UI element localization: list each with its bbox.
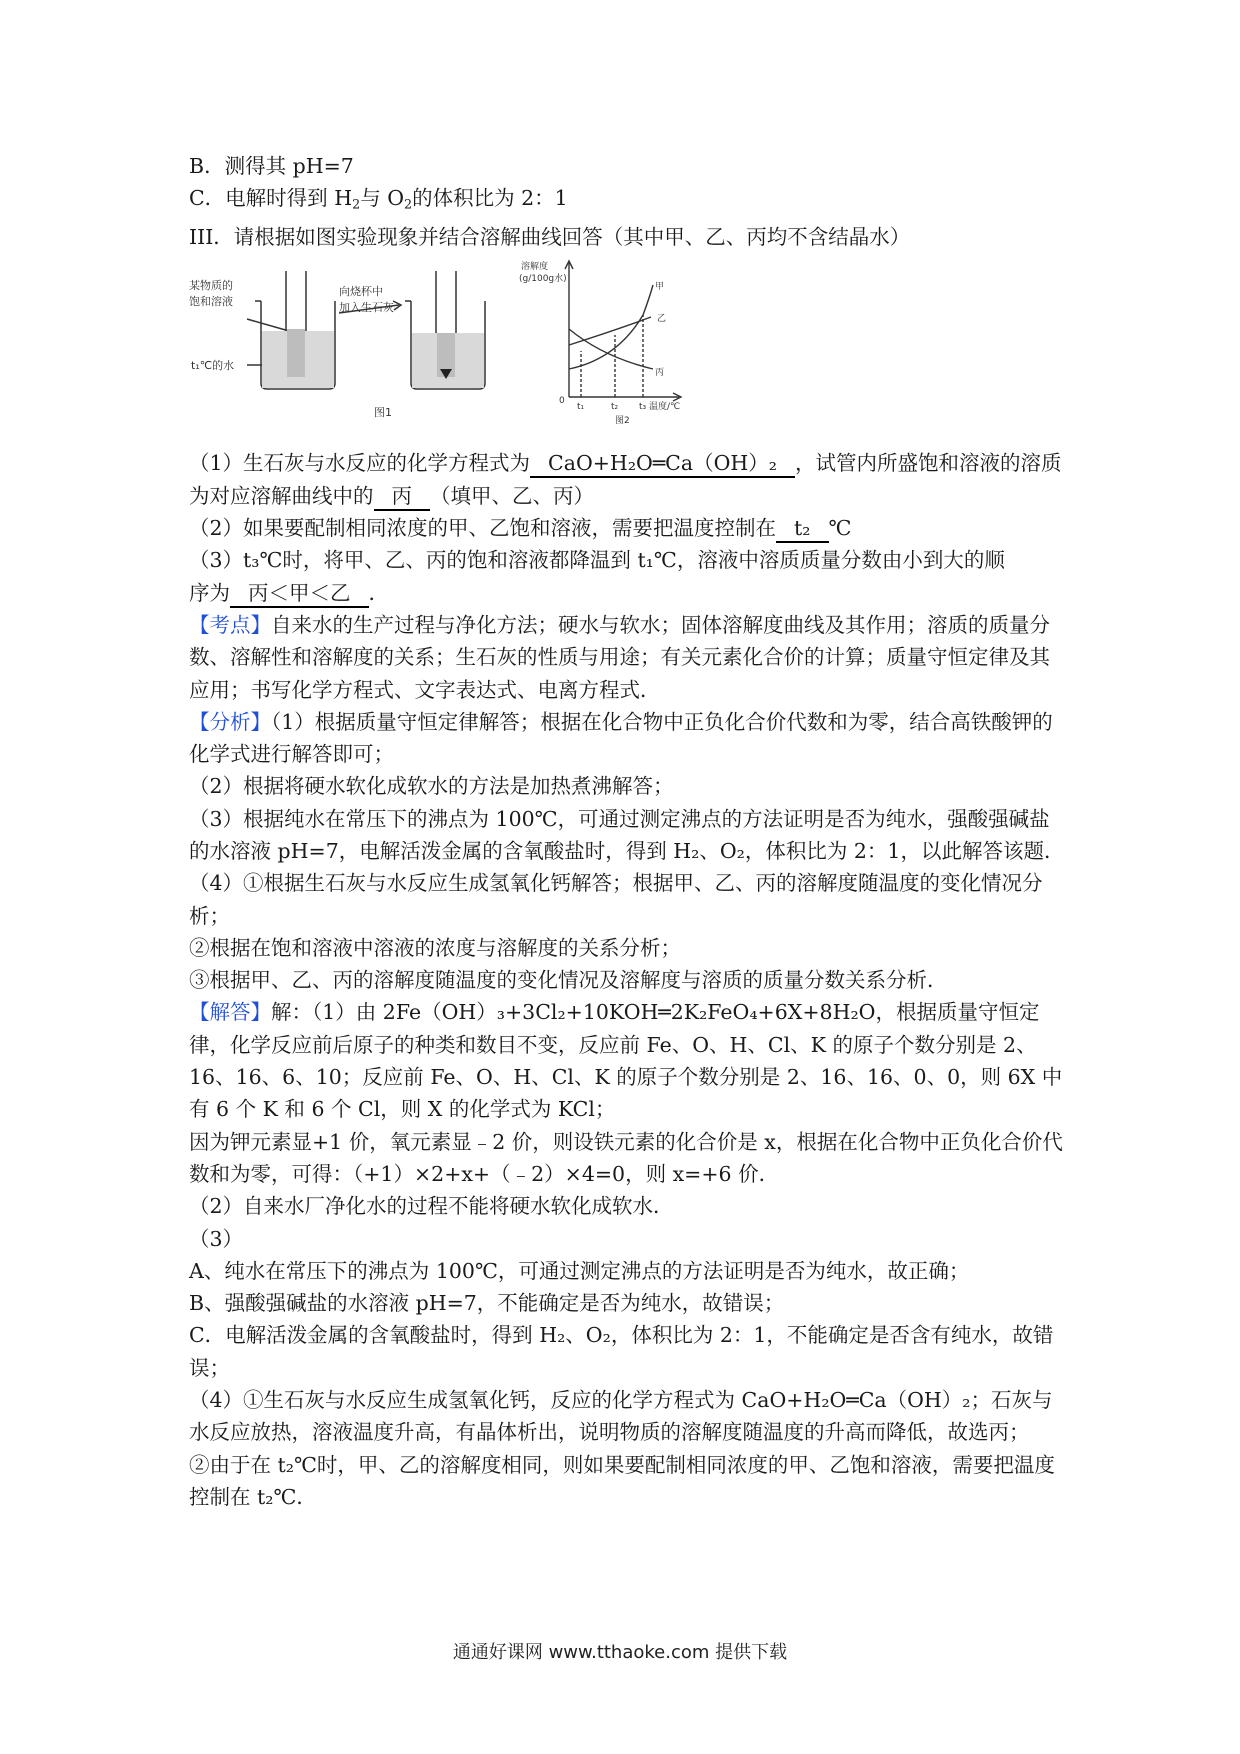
- fenxi-4b: ②根据在饱和溶液中溶液的浓度与溶解度的关系分析；: [189, 935, 681, 960]
- document-body: [189, 150, 1069, 1513]
- figure-2-solubility-curve: [519, 257, 689, 427]
- fig2-caption: 图2: [615, 416, 630, 427]
- jieda-6: B、强酸强碱盐的水溶液 pH=7，不能确定是否为纯水，故错误；: [189, 1291, 785, 1316]
- option-c: C．电解时得到 $H_2$与 $O_2$的体积比为 2：1: [189, 186, 568, 212]
- figure-1-beakers: [189, 261, 489, 421]
- fig1-arrow-text1: 向烧杯中: [339, 285, 383, 299]
- fig2-xlabel: 温度/℃: [649, 402, 681, 413]
- kaodian-tag: 【考点】: [189, 612, 271, 637]
- jieda-2: 因为钾元素显+1 价，氧元素显﹣2 价，则设铁元素的化合价是 x，根据在化合物中正负化合价代数和为零，可得：（+1）×2+x+（﹣2）×4=0，则 x=+6 价．: [189, 1129, 1063, 1186]
- fig1-caption: 图1: [374, 406, 392, 420]
- fenxi-4: （4）①根据生石灰与水反应生成氢氧化钙解答；根据甲、乙、丙的溶解度随温度的变化情况分析；: [189, 871, 1043, 928]
- fig2-label-bing: 丙: [655, 368, 665, 379]
- curve-yi: [569, 317, 651, 345]
- jieda-tag: 【解答】: [189, 1000, 271, 1025]
- option-b: B．测得其 pH=7: [189, 154, 354, 178]
- jieda-9: ②由于在 t₂℃时，甲、乙的溶解度相同，则如果要配制相同浓度的甲、乙饱和溶液，需要把温度控制在 t₂℃．: [189, 1452, 1055, 1509]
- answer-3: 丙＜甲＜乙: [230, 580, 369, 608]
- jieda-3: （2）自来水厂净化水的过程不能将硬水软化成软水．: [189, 1194, 674, 1219]
- question-2: （2）如果要配制相同浓度的甲、乙饱和溶液，需要把温度控制在 t₂ ℃: [189, 512, 1069, 544]
- jieda-5: A、纯水在常压下的沸点为 100℃，可通过测定沸点的方法证明是否为纯水，故正确；: [189, 1258, 970, 1283]
- fig2-ylabel1: 溶解度: [521, 262, 549, 273]
- experiment-figures: [189, 257, 1069, 429]
- page-footer: 通通好课网 www.tthaoke.com 提供下载: [452, 1642, 788, 1663]
- fig2-label-yi: 乙: [657, 314, 667, 325]
- jieda-8: （4）①生石灰与水反应生成氢氧化钙，反应的化学方程式为 CaO+H₂O═Ca（OH）₂；石灰与水反应放热，溶液温度升高，有晶体析出，说明物质的溶解度随温度的升高而降低，故选丙；: [189, 1388, 1053, 1445]
- fig2-label-jia: 甲: [655, 282, 665, 293]
- part-iii-heading: III．请根据如图实验现象并结合溶解曲线回答（其中甲、乙、丙均不含结晶水）: [189, 225, 911, 250]
- jieda-4: （3）: [189, 1226, 244, 1251]
- fig2-t2: t₂: [611, 402, 619, 413]
- kaodian-section: 【考点】自来水的生产过程与净化方法；硬水与软水；固体溶解度曲线及其作用；溶质的质量分数、溶解性和溶解度的关系；生石灰的性质与用途；有关元素化合价的计算；质量守恒定律及其应用；书写化学方程式、文字表达式、电离方程式．: [189, 612, 1050, 702]
- fenxi-tag: 【分析】: [189, 709, 271, 734]
- curve-bing: [569, 329, 653, 369]
- answer-1b: 丙: [374, 483, 431, 511]
- question-1b: 为对应溶解曲线中的 丙 （填甲、乙、丙）: [189, 480, 1069, 512]
- fig2-origin: 0: [559, 396, 565, 407]
- answer-2: t₂: [776, 515, 828, 543]
- question-3b: 序为 丙＜甲＜乙 ．: [189, 577, 1069, 609]
- jieda-7: C．电解活泼金属的含氧酸盐时，得到 H₂、O₂，体积比为 2：1，不能确定是否含有纯水，故错误；: [189, 1323, 1054, 1380]
- fenxi-4c: ③根据甲、乙、丙的溶解度随温度的变化情况及溶解度与溶质的质量分数关系分析．: [189, 968, 948, 993]
- fig1-arrow-text2: 加入生石灰: [339, 301, 394, 315]
- fenxi-section: 【分析】（1）根据质量守恒定律解答；根据在化合物中正负化合价代数和为零，结合高铁酸钾的化学式进行解答即可；: [189, 709, 1053, 767]
- fenxi-3: （3）根据纯水在常压下的沸点为 100℃，可通过测定沸点的方法证明是否为纯水，强酸强碱盐的水溶液 pH=7，电解活泼金属的含氧酸盐时，得到 H₂、O₂，体积比为 2：1，以此解答该题．: [189, 806, 1065, 863]
- question-3: （3）t₃℃时，将甲、乙、丙的饱和溶液都降温到 t₁℃，溶液中溶质质量分数由小到大的顺: [189, 548, 1005, 573]
- fig1-label-top2: 饱和溶液: [189, 295, 233, 309]
- fig2-t3: t₃: [639, 402, 647, 413]
- answer-1a: CaO+H₂O═Ca（OH）₂: [530, 450, 795, 478]
- fig2-ylabel2: (g/100g水): [519, 274, 567, 285]
- jieda-section: 【解答】解：（1）由 2Fe（OH）₃+3Cl₂+10KOH═2K₂FeO₄+6X+8H₂O，根据质量守恒定律，化学反应前后原子的种类和数目不变，反应前 Fe、O、H、Cl、K 的原子个数分别是 2、16、16、6、10；反应前 Fe、O、H、Cl、K 的原子个数分别是 2、16、16、0、0，则 6X 中有 6 个 K 和 6 个 Cl，则 X 的化学式为 KCl；: [189, 1000, 1063, 1122]
- fenxi-2: （2）根据将硬水软化成软水的方法是加热煮沸解答；: [189, 774, 674, 799]
- question-1: （1）生石灰与水反应的化学方程式为 CaO+H₂O═Ca（OH）₂ ，试管内所盛饱和溶液的溶质: [189, 447, 1069, 479]
- fig1-label-top1: 某物质的: [189, 279, 233, 293]
- fig1-label-water: t₁℃的水: [191, 359, 235, 373]
- fig2-t1: t₁: [577, 402, 585, 413]
